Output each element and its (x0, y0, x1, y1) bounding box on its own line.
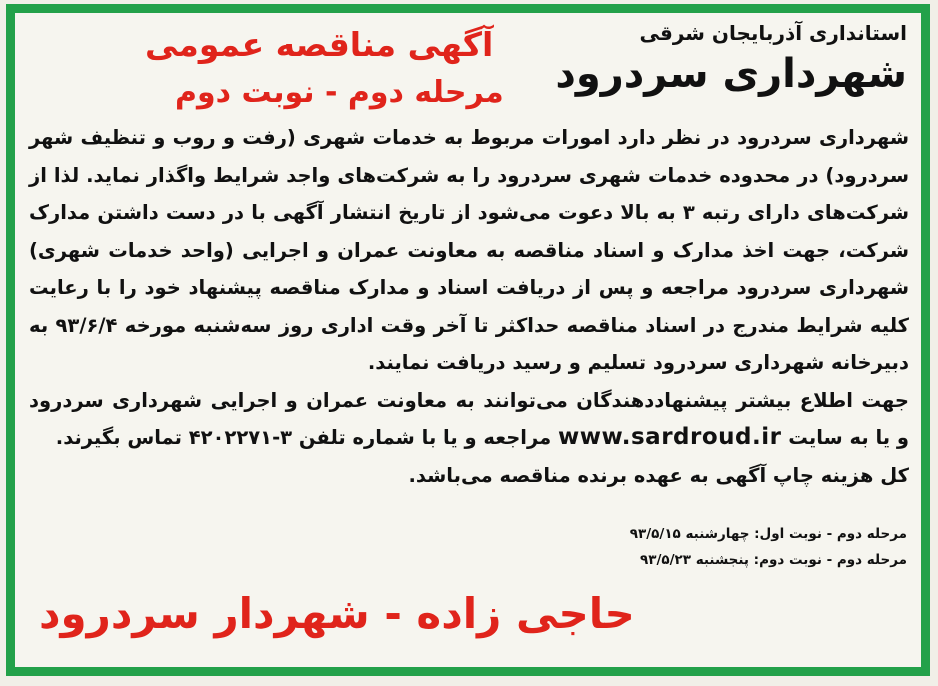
contact-paragraph (29, 382, 909, 457)
advertisement-frame (6, 4, 930, 676)
contact-text-after: مراجعه و یا با شماره تلفن ۳-۴۲۰۲۲۷۱ تماس بگیرند. (55, 426, 552, 449)
advertisement-content (25, 21, 911, 659)
publication-dates (630, 521, 907, 573)
mayor-signature: حاجی زاده - شهردار سردرود (39, 589, 635, 638)
publication-date-second: مرحله دوم - نوبت دوم: پنجشنبه ۹۳/۵/۲۳ (639, 552, 907, 568)
website-link[interactable]: www.sardroud.ir (557, 424, 782, 450)
cost-note: کل هزینه چاپ آگهی به عهده برنده مناقصه می‌باشد. (408, 463, 909, 487)
municipality-title: شهرداری سردرود (555, 51, 907, 97)
publication-date-first: مرحله دوم - نوبت اول: چهارشنبه ۹۳/۵/۱۵ (629, 526, 907, 542)
tender-body (29, 119, 909, 494)
contact-text-before: جهت اطلاع بیشتر پیشنهاددهندگان می‌توانند به معاونت عمران و اجرایی شهرداری سردرود و یا به سایت (29, 388, 909, 449)
main-paragraph: شهرداری سردرود در نظر دارد امورات مربوط به خدمات شهری (رفت و روب و تنظیف شهر سردرود) در محدوده خدمات شهری سردرود را به شرکت‌های واجد شرایط واگذار نماید. لذا از شرکت‌های دارای رتبه ۳ به بالا دعوت می‌شود از تاریخ انتشار آگهی با در دست داشتن مدارک شرکت، جهت اخذ مدارک و اسناد مناقصه به معاونت عمران و اجرایی (واحد خدمات شهری) شهرداری سردرود مراجعه و پس از دریافت اسناد و مدارک مناقصه پیشنهاد خود را با رعایت کلیه شرایط مندرج در اسناد مناقصه حداکثر تا آخر وقت اداری روز سه‌شنبه مورخه ۹۳/۶/۴ به دبیرخانه شهرداری سردرود تسلیم و رسید دریافت نمایند. (29, 126, 909, 374)
tender-stage: مرحله دوم - نوبت دوم (175, 75, 504, 110)
organization-name: استانداری آذربایجان شرقی (639, 21, 907, 45)
tender-headline: آگهی مناقصه عمومی (145, 25, 494, 64)
